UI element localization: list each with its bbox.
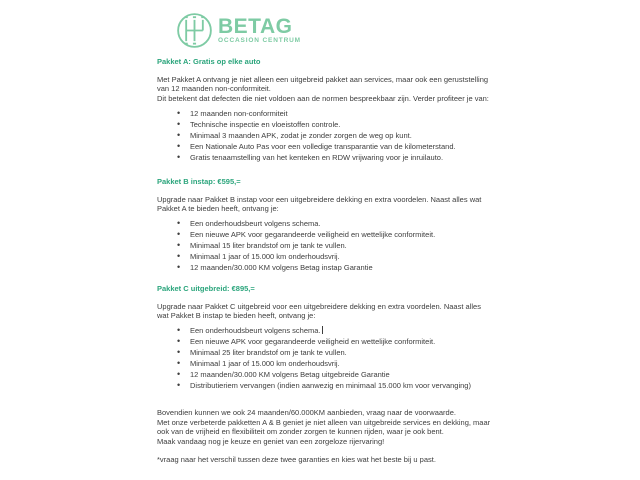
section-pakket-b [157,177,493,273]
gear-shift-icon [176,12,213,49]
closing-paragraph: Maak vandaag nog je keuze en geniet van een zorgeloze rijervaring! [157,436,385,446]
list-item: • Minimaal 1 jaar of 15.000 km onderhoudsvrij. [177,251,493,262]
section-pakket-c [157,284,493,391]
closing-paragraph: Met onze verbeterde pakketten A & B geniet je niet alleen van uitgebreide services en dekking, maar ook van de vrijheid en flexibiliteit om zonder zorgen te kunnen rijden, waar je ook bent. [157,417,491,437]
list-item: • Minimaal 3 maanden APK, zodat je zonder zorgen de weg op kunt. [177,130,493,141]
footnote: *vraag naar het verschil tussen deze twee garanties en kies wat het beste bij u past. [157,455,436,465]
list-item: • Een nieuwe APK voor gegarandeerde veiligheid en wettelijke conformiteit. [177,229,493,240]
bullet-list-pakket-c [157,325,493,391]
section-paragraph: Upgrade naar Pakket C uitgebreid voor een uitgebreidere dekking en extra voordelen. Naast alles wat Pakket B instap te bieden heeft, ontvang je: [157,301,481,321]
list-item: • Minimaal 25 liter brandstof om je tank te vullen. [177,347,493,358]
brand-tagline: OCCASION CENTRUM [218,37,301,44]
list-item: • 12 maanden/30.000 KM volgens Betag instap Garantie [177,262,493,273]
list-item: • Gratis tenaamstelling van het kenteken en RDW vrijwaring voor je inruilauto. [177,152,493,163]
list-item [177,325,493,336]
list-item: • 12 maanden/30.000 KM volgens Betag uitgebreide Garantie [177,369,493,380]
text-cursor [322,326,323,334]
bullet-list-pakket-b [157,218,493,273]
brand-name: BETAG [218,15,293,38]
list-item: • Een nieuwe APK voor gegarandeerde veiligheid en wettelijke conformiteit. [177,336,493,347]
closing-paragraphs [157,408,493,446]
section-paragraph: Dit betekent dat defecten die niet voldoen aan de normen bespreekbaar zijn. Verder profiteer je van: [157,94,489,104]
list-item: • 12 maanden non-conformiteit [177,108,493,119]
section-paragraph: Met Pakket A ontvang je niet alleen een uitgebreid pakket aan services, maar ook een geruststelling van 12 maanden non-conformiteit. [157,74,489,94]
bullet-list-pakket-a [157,108,493,163]
list-item-text: Een onderhoudsbeurt volgens schema. [190,326,321,336]
list-item: • Technische inspectie en vloeistoffen controle. [177,119,493,130]
list-item: • Een Nationale Auto Pas voor een volledige transparantie van de kilometerstand. [177,141,493,152]
document-content [157,55,493,465]
list-item: • Distributieriem vervangen (indien aanwezig en minimaal 15.000 km voor vervanging) [177,380,493,391]
section-pakket-a [157,57,493,163]
logo-text [218,17,301,44]
section-heading-pakket-c: Pakket C uitgebreid: €895,= [157,283,255,293]
section-heading-pakket-b: Pakket B instap: €595,= [157,176,241,186]
section-paragraph: Upgrade naar Pakket B instap voor een uitgebreidere dekking en extra voordelen. Naast alles wat Pakket A te bieden heeft, ontvang je: [157,194,482,214]
list-item: • Een onderhoudsbeurt volgens schema. [177,218,493,229]
betag-logo [176,12,301,49]
section-heading-pakket-a: Pakket A: Gratis op elke auto [157,57,261,66]
list-item: • Minimaal 15 liter brandstof om je tank te vullen. [177,240,493,251]
list-item: • Minimaal 1 jaar of 15.000 km onderhoudsvrij. [177,358,493,369]
closing-paragraph: Bovendien kunnen we ook 24 maanden/60.000KM aanbieden, vraag naar de voorwaarde. [157,408,456,418]
